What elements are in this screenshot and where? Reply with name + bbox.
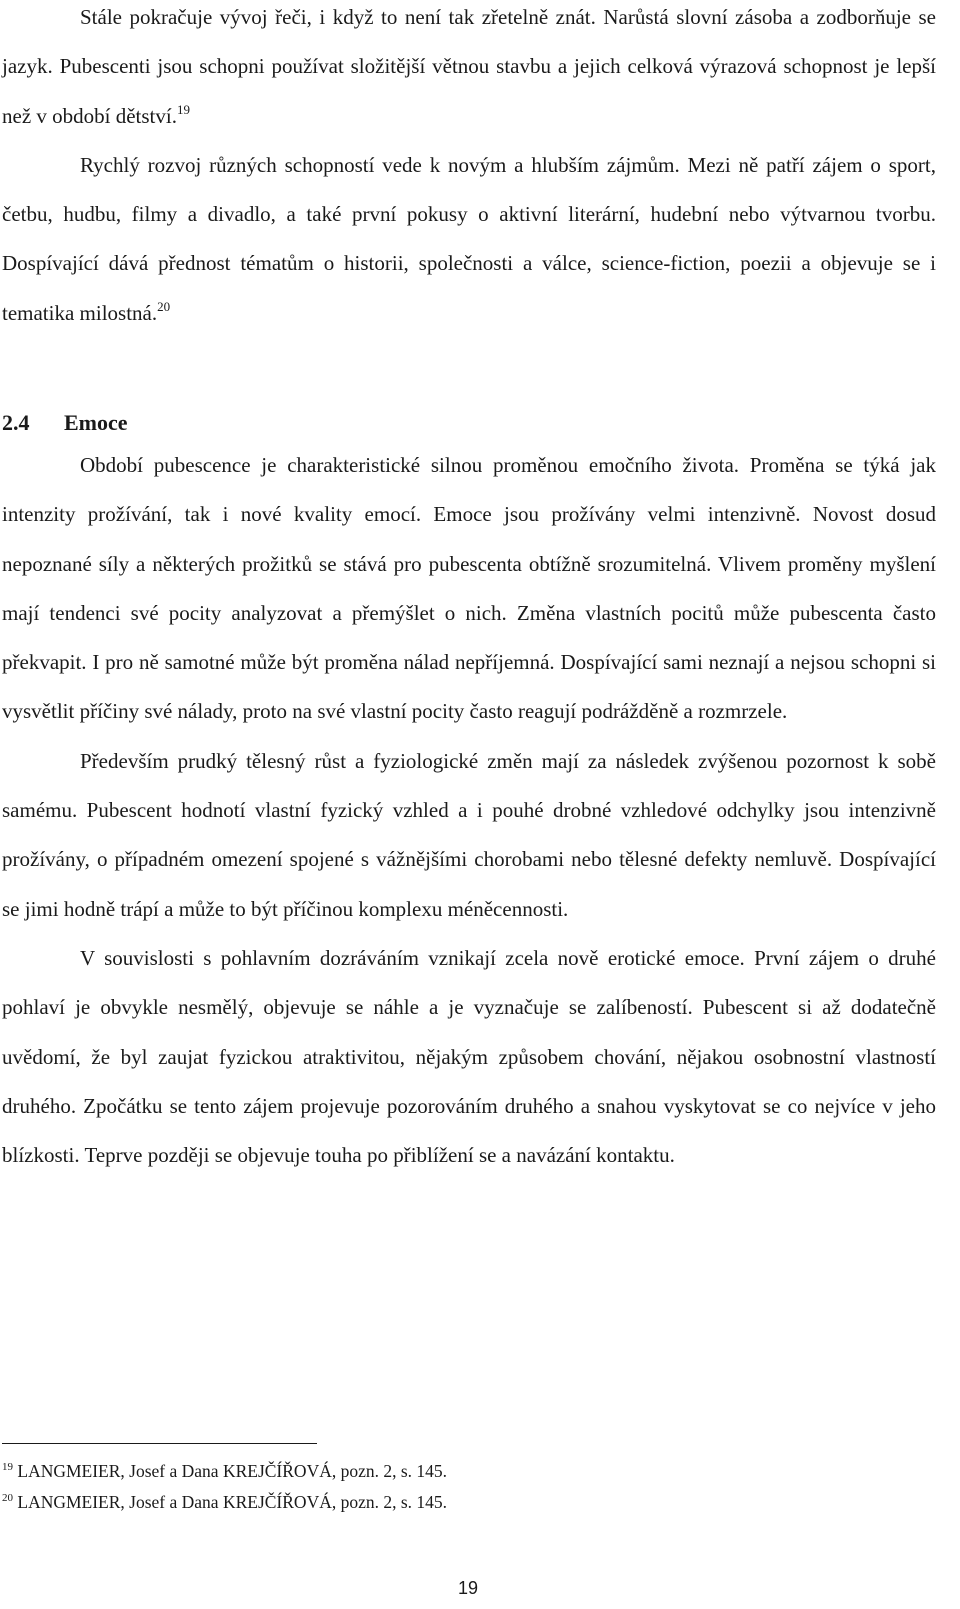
- footnote-reference: 20: [157, 298, 171, 314]
- footnote-mark: 20: [2, 1492, 13, 1504]
- section-continuation: [2, 0, 936, 338]
- section-emotions: [2, 441, 936, 1180]
- section-title: Emoce: [64, 410, 128, 435]
- paragraph-text: Rychlý rozvoj různých schopností vede k novým a hlubším zájmům. Mezi ně patří zájem o sport, četbu, hudbu, filmy a divadlo, a také první pokusy o aktivní literární, hudební nebo výtvarnou tvorbu. Dospívající dává přednost tématům o historii, společnosti a válce, science-fiction, poezii a objevuje se i tematika milostná.: [2, 152, 936, 325]
- paragraph-body-image: Především prudký tělesný růst a fyziologické změn mají za následek zvýšenou pozornost k sobě samému. Pubescent hodnotí vlastní fyzický vzhled a i pouhé drobné vzhledové odchylky jsou intenzivně prožívány, o případném omezení spojené s vážnějšími chorobami nebo tělesné defekty nemluvě. Dospívající se jimi hodně trápí a může to být příčinou komplexu méněcennosti.: [2, 748, 936, 921]
- footnote-text: LANGMEIER, Josef a Dana KREJČÍŘOVÁ, pozn. 2, s. 145.: [17, 1492, 448, 1512]
- section-number: 2.4: [2, 410, 30, 435]
- footnote-19: [2, 1456, 447, 1487]
- paragraph-language-development: [2, 0, 936, 141]
- footnote-separator: [2, 1443, 317, 1444]
- section-heading: [2, 403, 128, 443]
- paragraph-interests: [2, 141, 936, 338]
- footnote-mark: 19: [2, 1461, 13, 1473]
- footnotes: [2, 1456, 447, 1518]
- paragraph-erotic-emotions: V souvislosti s pohlavním dozráváním vznikají zcela nově erotické emoce. První zájem o druhé pohlaví je obvykle nesmělý, objevuje se náhle a je vyznačuje se zalíbeností. Pubescent si až dodatečně uvědomí, že byl zaujat fyzickou atraktivitou, nějakým způsobem chování, nějakou osobnostní vlastností druhého. Zpočátku se tento zájem projevuje pozorováním druhého a snahou vyskytovat se co nejvíce v jeho blízkosti. Teprve později se objevuje touha po přiblížení se a navázání kontaktu.: [2, 945, 936, 1168]
- footnote-reference: 19: [176, 101, 190, 117]
- page-number: 19: [457, 1578, 479, 1598]
- paragraph-text: Stále pokračuje vývoj řeči, i když to není tak zřetelně znát. Narůstá slovní zásoba a zodborňuje se jazyk. Pubescenti jsou schopni používat složitější větnou stavbu a jejich celková výrazová schopnost je lepší než v období dětství.: [2, 5, 936, 128]
- paragraph-emotions: Období pubescence je charakteristické silnou proměnou emočního života. Proměna se týká jak intenzity prožívání, tak i nové kvality emocí. Emoce jsou prožívány velmi intenzivně. Novost dosud nepoznané síly a některých prožitků se stává pro pubescenta obtížně srozumitelná. Vlivem proměny myšlení mají tendenci své pocity analyzovat a přemýšlet o nich. Změna vlastních pocitů může pubescenta často překvapit. I pro ně samotné může být proměna nálad nepříjemná. Dospívající sami neznají a nejsou schopni si vysvětlit příčiny své nálady, proto na své vlastní pocity často reagují podrážděně a rozmrzele.: [2, 453, 936, 724]
- footnote-text: LANGMEIER, Josef a Dana KREJČÍŘOVÁ, pozn. 2, s. 145.: [17, 1461, 448, 1481]
- footnote-20: [2, 1487, 447, 1518]
